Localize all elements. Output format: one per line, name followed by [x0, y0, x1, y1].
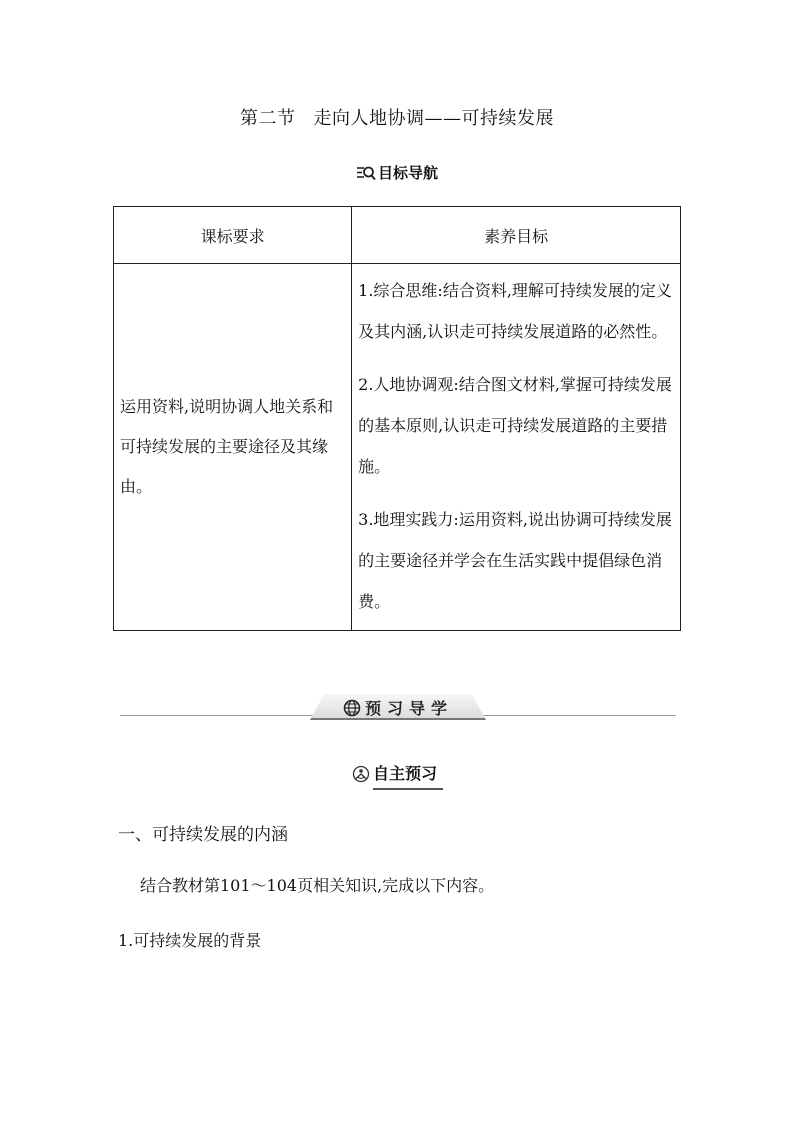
goals-table — [113, 206, 681, 631]
goal-navigation-heading — [0, 162, 794, 185]
section-title: 走向人地协调——可持续发展 — [313, 108, 554, 129]
reader-icon — [351, 765, 371, 787]
literacy-goals-cell — [352, 264, 681, 631]
table-header-row — [114, 207, 681, 264]
self-study-label: 自主预习 — [372, 764, 437, 783]
curriculum-requirement-cell — [114, 264, 352, 631]
banner-label: 预习导学 — [310, 696, 486, 721]
literacy-goal-item: 2.人地协调观:结合图文材料,掌握可持续发展的基本原则,认识走可持续发展道路的主要措施。 — [358, 375, 672, 476]
preview-guide-banner — [120, 694, 676, 722]
magnifier-icon — [356, 165, 376, 185]
self-study-banner — [0, 761, 794, 790]
table-row — [114, 264, 681, 631]
table-header-cell: 课标要求 — [114, 207, 352, 264]
section-number: 第二节 — [240, 108, 296, 129]
literacy-goal-item: 3.地理实践力:运用资料,说出协调可持续发展的主要途径并学会在生活实践中提倡绿色消费。 — [358, 510, 672, 611]
requirement-text: 运用资料,说明协调人地关系和可持续发展的主要途径及其缘由。 — [120, 397, 334, 496]
table-header-cell: 素养目标 — [352, 207, 681, 264]
page-title — [0, 104, 794, 130]
goal-navigation-label: 目标导航 — [377, 164, 438, 182]
section-heading: 一、可持续发展的内涵 — [118, 825, 288, 845]
literacy-goal-item: 1.综合思维:结合资料,理解可持续发展的定义及其内涵,认识走可持续发展道路的必然性。 — [358, 281, 672, 341]
instruction-paragraph: 结合教材第101～104页相关知识,完成以下内容。 — [140, 876, 495, 895]
subsection-heading: 1.可持续发展的背景 — [118, 931, 262, 950]
globe-icon — [343, 699, 361, 721]
